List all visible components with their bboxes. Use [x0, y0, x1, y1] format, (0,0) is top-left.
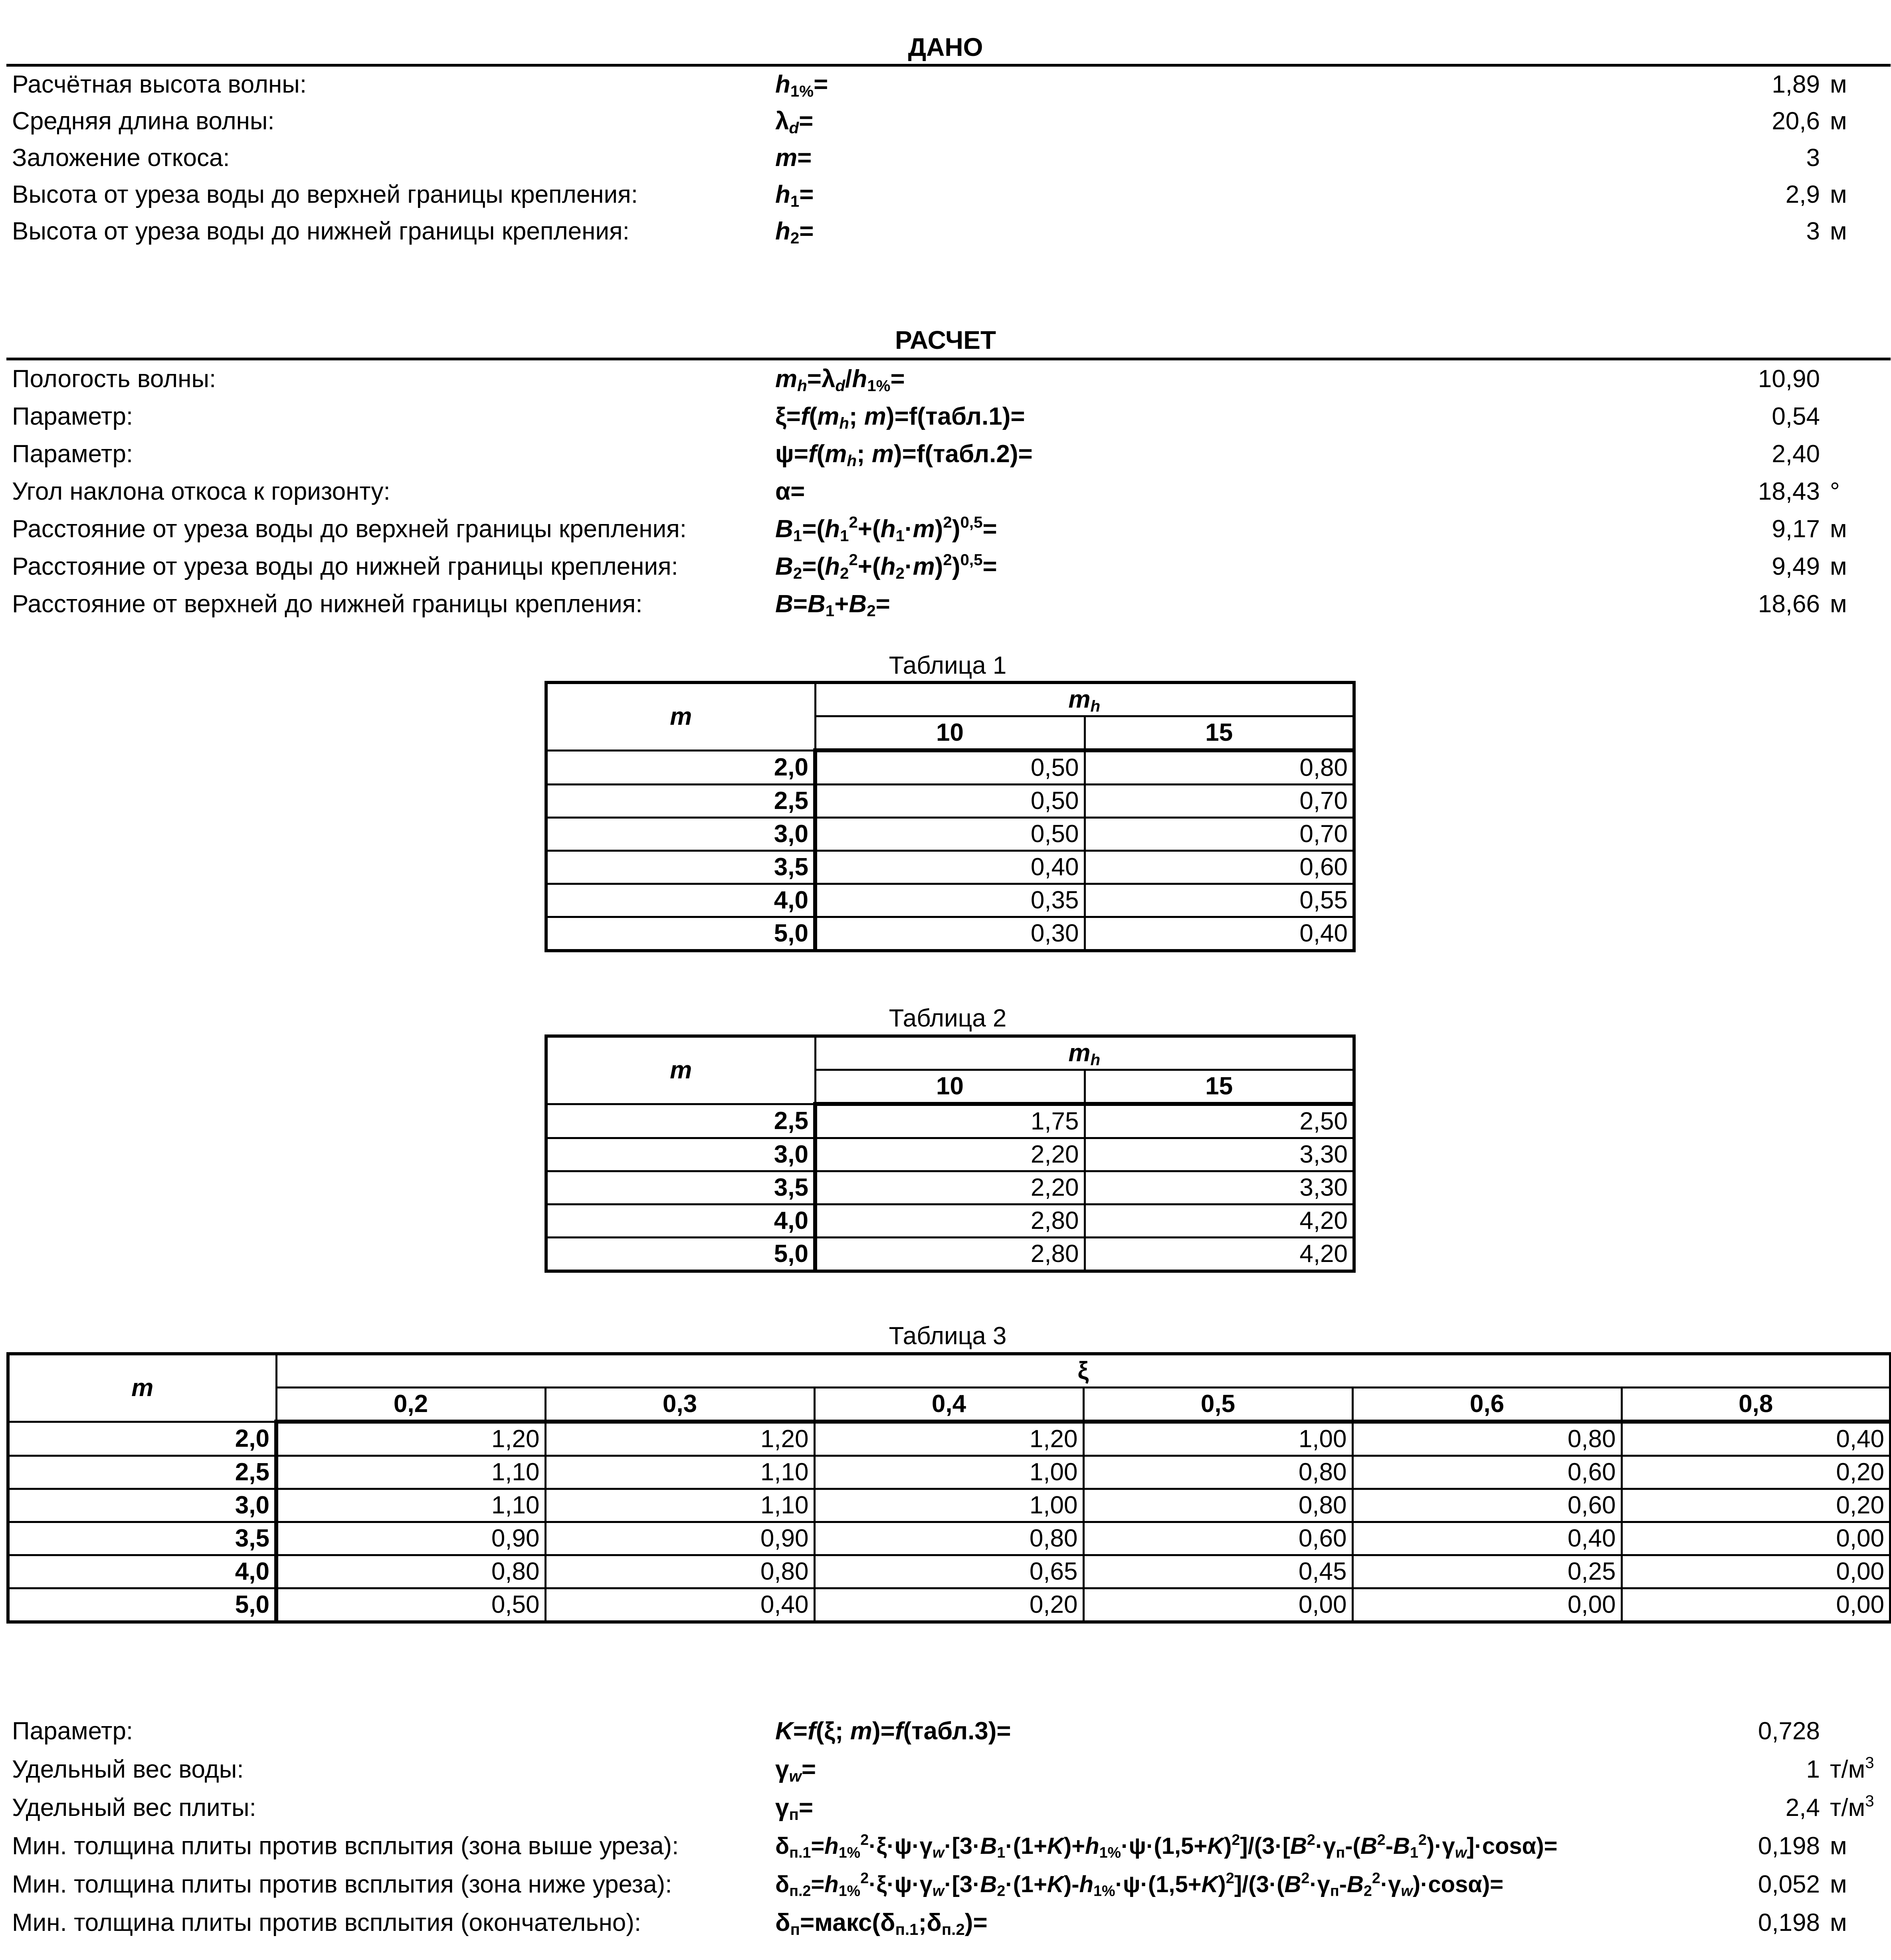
row-label: Угол наклона откоса к горизонту: — [12, 478, 390, 505]
row-formula: $B=B_1+B_2=$ — [775, 590, 890, 620]
given-row — [0, 176, 1891, 213]
row-formula: K=f(ξ; m)=f(табл.3)= — [775, 1717, 1011, 1745]
row-value: 9,49 — [1772, 553, 1820, 580]
table-row — [546, 785, 1354, 818]
table-cell: 0,35 — [815, 884, 1085, 917]
table-cell: 0,80 — [1083, 1456, 1352, 1489]
table2-col-header: 15 — [1085, 1070, 1354, 1104]
result-row — [0, 1751, 1891, 1788]
table-cell: 0,40 — [815, 851, 1085, 884]
row-formula: $\xi=f(m_h$; m)=f(табл.1)= — [775, 403, 1025, 433]
row-header: 2,5 — [8, 1456, 276, 1489]
row-label: Расстояние от верхней до нижней границы крепления: — [12, 590, 643, 618]
table3-col-header: 0,3 — [545, 1388, 814, 1422]
row-unit: м — [1830, 71, 1847, 98]
row-formula: $\delta_п=макс(\delta_{п.1};\delta_{п.2})=$ — [775, 1909, 988, 1939]
table-cell: 0,20 — [1622, 1489, 1891, 1522]
row-unit: м — [1830, 1909, 1847, 1936]
table-cell: 0,60 — [1352, 1489, 1622, 1522]
table1-group-header: $m_h$ — [815, 682, 1354, 716]
calc-divider — [6, 358, 1891, 360]
calc-row — [0, 436, 1891, 473]
given-section-title: ДАНО — [908, 33, 983, 61]
table2-col-header: 10 — [815, 1070, 1085, 1104]
row-unit: м — [1830, 1871, 1847, 1898]
table-cell: 0,25 — [1352, 1555, 1622, 1588]
table-cell: 0,20 — [814, 1588, 1083, 1622]
calc-row — [0, 511, 1891, 548]
table3-col-header: 0,4 — [814, 1388, 1083, 1422]
table-cell: 1,20 — [276, 1422, 545, 1456]
table-cell: 0,90 — [276, 1522, 545, 1555]
row-unit: $т/м^3$ — [1830, 1792, 1874, 1822]
table1-caption: Таблица 1 — [889, 652, 1007, 679]
row-value: 0,198 — [1758, 1832, 1820, 1860]
table-cell: 0,00 — [1622, 1588, 1891, 1622]
table-cell: 2,50 — [1085, 1104, 1354, 1138]
row-header: 5,0 — [8, 1588, 276, 1622]
row-header: 2,5 — [546, 785, 815, 818]
row-unit: м — [1830, 107, 1847, 135]
table-cell: 1,00 — [1083, 1422, 1352, 1456]
row-unit: м — [1830, 1832, 1847, 1860]
row-formula: $\gamma_п=$ — [775, 1794, 814, 1824]
row-header: 3,0 — [546, 1138, 815, 1171]
table-cell: 4,20 — [1085, 1238, 1354, 1272]
row-unit: ° — [1830, 478, 1840, 505]
table-row — [8, 1588, 1891, 1622]
table1-corner-header: m — [546, 682, 815, 750]
table-cell: 0,80 — [1085, 750, 1354, 785]
table1-col-header: 15 — [1085, 716, 1354, 751]
row-formula: $m_h=\lambda_d/h_{1\%}=$ — [775, 365, 905, 395]
result-row — [0, 1866, 1891, 1903]
table-cell: 2,20 — [815, 1171, 1085, 1204]
row-header: 4,0 — [546, 884, 815, 917]
table-cell: 0,40 — [1622, 1422, 1891, 1456]
row-value: 1 — [1806, 1756, 1820, 1783]
row-value: 0,728 — [1758, 1717, 1820, 1745]
table-cell: 2,80 — [815, 1204, 1085, 1238]
table3-corner-header: m — [8, 1354, 276, 1422]
row-label: Удельный вес плиты: — [12, 1794, 256, 1822]
row-unit: м — [1830, 553, 1847, 580]
given-row — [0, 103, 1891, 140]
row-label: Пологость волны: — [12, 365, 216, 393]
table-cell: 4,20 — [1085, 1204, 1354, 1238]
result-row — [0, 1790, 1891, 1826]
row-unit: м — [1830, 515, 1847, 543]
table-row — [546, 818, 1354, 851]
table-cell: 0,40 — [1085, 917, 1354, 951]
calc-section-title: РАСЧЕТ — [895, 326, 996, 354]
row-label: Мин. толщина плиты против всплытия (зона выше уреза): — [12, 1832, 679, 1860]
row-label: Расстояние от уреза воды до верхней границы крепления: — [12, 515, 687, 543]
given-row — [0, 140, 1891, 176]
row-formula: $\gamma_w=$ — [775, 1756, 816, 1786]
row-unit: м — [1830, 181, 1847, 208]
table-cell: 0,60 — [1085, 851, 1354, 884]
table-row — [546, 884, 1354, 917]
table-cell: 0,55 — [1085, 884, 1354, 917]
row-header: 2,0 — [546, 750, 815, 785]
table-row — [8, 1422, 1891, 1456]
table2-corner-header: m — [546, 1036, 815, 1104]
table3-col-header: 0,6 — [1352, 1388, 1622, 1422]
row-value: 2,40 — [1772, 440, 1820, 468]
table-cell: 3,30 — [1085, 1138, 1354, 1171]
row-formula: $\delta_{п.2}=h_{1\%}^2\cdot\xi\cdot\psi\cdot\gamma_w\cdot[3\cdot B_2\cdot(1+K)-h_{1\%}\cdot\psi\cdot(1,5+K)^2]/(3\cdot(B^2\cdot\gamma_п-B_2^2\cdot\gamma_w)\cdot\cos\alpha)=$ — [775, 1869, 1504, 1899]
table-row — [546, 1238, 1354, 1272]
table-cell: 0,50 — [815, 785, 1085, 818]
table-row — [546, 917, 1354, 951]
row-value: 10,90 — [1758, 365, 1820, 393]
table-cell: 0,80 — [814, 1522, 1083, 1555]
row-value: 2,9 — [1785, 181, 1820, 208]
table-cell: 0,60 — [1083, 1522, 1352, 1555]
table-cell: 0,80 — [545, 1555, 814, 1588]
row-formula: $h_2=$ — [775, 218, 814, 247]
table-row — [546, 1204, 1354, 1238]
row-header: 3,5 — [546, 851, 815, 884]
given-row — [0, 213, 1891, 250]
table-cell: 1,10 — [276, 1456, 545, 1489]
table-cell: 0,20 — [1622, 1456, 1891, 1489]
row-header: 5,0 — [546, 1238, 815, 1272]
table-row — [546, 851, 1354, 884]
result-row — [0, 1905, 1891, 1941]
calc-row — [0, 473, 1891, 510]
row-header: 4,0 — [546, 1204, 815, 1238]
row-label: Заложение откоса: — [12, 144, 230, 172]
table-row — [546, 1171, 1354, 1204]
table-row — [8, 1522, 1891, 1555]
table-cell: 0,90 — [545, 1522, 814, 1555]
row-header: 2,0 — [8, 1422, 276, 1456]
row-label: Параметр: — [12, 403, 133, 430]
table-cell: 2,80 — [815, 1238, 1085, 1272]
table-cell: 1,00 — [814, 1489, 1083, 1522]
row-value: 1,89 — [1772, 71, 1820, 98]
row-formula: $B_2=(h_2^2+(h_2\cdot m)^2)^{0,5}=$ — [775, 550, 997, 583]
row-value: 9,17 — [1772, 515, 1820, 543]
row-label: Мин. толщина плиты против всплытия (окончательно): — [12, 1909, 642, 1936]
table-cell: 0,50 — [815, 818, 1085, 851]
table-cell: 2,20 — [815, 1138, 1085, 1171]
table-cell: 1,00 — [814, 1456, 1083, 1489]
row-label: Средняя длина волны: — [12, 107, 275, 135]
table-row — [8, 1489, 1891, 1522]
table-cell: 0,00 — [1352, 1588, 1622, 1622]
table-cell: 0,00 — [1622, 1522, 1891, 1555]
table-cell: 1,75 — [815, 1104, 1085, 1138]
row-label: Расчётная высота волны: — [12, 71, 307, 98]
table3 — [6, 1352, 1891, 1624]
table-cell: 1,10 — [276, 1489, 545, 1522]
result-row — [0, 1828, 1891, 1865]
table-cell: 1,10 — [545, 1456, 814, 1489]
table-cell: 0,30 — [815, 917, 1085, 951]
table-row — [546, 1104, 1354, 1138]
row-value: 3 — [1806, 218, 1820, 245]
table-cell: 1,10 — [545, 1489, 814, 1522]
row-value: 18,66 — [1758, 590, 1820, 618]
row-label: Параметр: — [12, 1717, 133, 1745]
row-header: 3,0 — [546, 818, 815, 851]
table3-caption: Таблица 3 — [889, 1322, 1007, 1350]
row-formula: $h_1=$ — [775, 181, 814, 211]
table1-col-header: 10 — [815, 716, 1085, 751]
row-value: 20,6 — [1772, 107, 1820, 135]
calc-row — [0, 361, 1891, 398]
given-row — [0, 66, 1891, 103]
table3-col-header: 0,2 — [276, 1388, 545, 1422]
row-formula: $B_1=(h_1^2+(h_1\cdot m)^2)^{0,5}=$ — [775, 513, 997, 545]
row-formula: α= — [775, 478, 805, 505]
row-value: 0,198 — [1758, 1909, 1820, 1936]
table-cell: 0,70 — [1085, 818, 1354, 851]
table3-col-header: 0,8 — [1622, 1388, 1891, 1422]
row-value: 18,43 — [1758, 478, 1820, 505]
row-header: 4,0 — [8, 1555, 276, 1588]
table-cell: 1,20 — [545, 1422, 814, 1456]
row-formula: $\psi=f(m_h$; m)=f(табл.2)= — [775, 440, 1033, 470]
row-header: 3,5 — [546, 1171, 815, 1204]
table-cell: 0,50 — [815, 750, 1085, 785]
table3-col-header: 0,5 — [1083, 1388, 1352, 1422]
row-label: Высота от уреза воды до нижней границы крепления: — [12, 218, 630, 245]
table-cell: 0,80 — [1352, 1422, 1622, 1456]
table3-group-header: ξ — [276, 1354, 1891, 1388]
table-cell: 3,30 — [1085, 1171, 1354, 1204]
row-formula: $\lambda_d=$ — [775, 107, 814, 137]
row-header: 2,5 — [546, 1104, 815, 1138]
table-cell: 0,50 — [276, 1588, 545, 1622]
row-unit: м — [1830, 590, 1847, 618]
row-value: 0,052 — [1758, 1871, 1820, 1898]
row-label: Параметр: — [12, 440, 133, 468]
table-row — [546, 750, 1354, 785]
table-row — [546, 1138, 1354, 1171]
table-row — [8, 1555, 1891, 1588]
row-header: 5,0 — [546, 917, 815, 951]
table-row — [8, 1456, 1891, 1489]
table-cell: 0,45 — [1083, 1555, 1352, 1588]
row-formula: $\delta_{п.1}=h_{1\%}^2\cdot\xi\cdot\psi\cdot\gamma_w\cdot[3\cdot B_1\cdot(1+K)+h_{1\%}\cdot\psi\cdot(1,5+K)^2]/(3\cdot[B^2\cdot\gamma_п-(B^2-B_1^2)\cdot\gamma_w]\cdot\cos\alpha)=$ — [775, 1831, 1558, 1861]
calc-row — [0, 398, 1891, 435]
table1 — [545, 681, 1356, 952]
row-label: Высота от уреза воды до верхней границы крепления: — [12, 181, 638, 208]
row-header: 3,0 — [8, 1489, 276, 1522]
row-label: Мин. толщина плиты против всплытия (зона ниже уреза): — [12, 1871, 672, 1898]
table-cell: 0,00 — [1622, 1555, 1891, 1588]
table-cell: 0,65 — [814, 1555, 1083, 1588]
table2 — [545, 1034, 1356, 1273]
table-cell: 0,40 — [1352, 1522, 1622, 1555]
row-unit: м — [1830, 218, 1847, 245]
row-value: 3 — [1806, 144, 1820, 172]
table-cell: 1,20 — [814, 1422, 1083, 1456]
table-cell: 0,80 — [1083, 1489, 1352, 1522]
row-label: Удельный вес воды: — [12, 1756, 244, 1783]
table-cell: 0,70 — [1085, 785, 1354, 818]
table-cell: 0,40 — [545, 1588, 814, 1622]
table-cell: 0,00 — [1083, 1588, 1352, 1622]
table-cell: 0,80 — [276, 1555, 545, 1588]
table2-group-header: $m_h$ — [815, 1036, 1354, 1070]
row-value: 2,4 — [1785, 1794, 1820, 1822]
row-value: 0,54 — [1772, 403, 1820, 430]
row-label: Расстояние от уреза воды до нижней границы крепления: — [12, 553, 678, 580]
table-cell: 0,60 — [1352, 1456, 1622, 1489]
calc-row — [0, 586, 1891, 623]
calc-row — [0, 548, 1891, 585]
table2-caption: Таблица 2 — [889, 1005, 1007, 1032]
row-header: 3,5 — [8, 1522, 276, 1555]
row-formula: m= — [775, 144, 812, 172]
row-formula: $h_{1\%}=$ — [775, 71, 828, 101]
result-row — [0, 1713, 1891, 1750]
row-unit: $т/м^3$ — [1830, 1753, 1874, 1783]
